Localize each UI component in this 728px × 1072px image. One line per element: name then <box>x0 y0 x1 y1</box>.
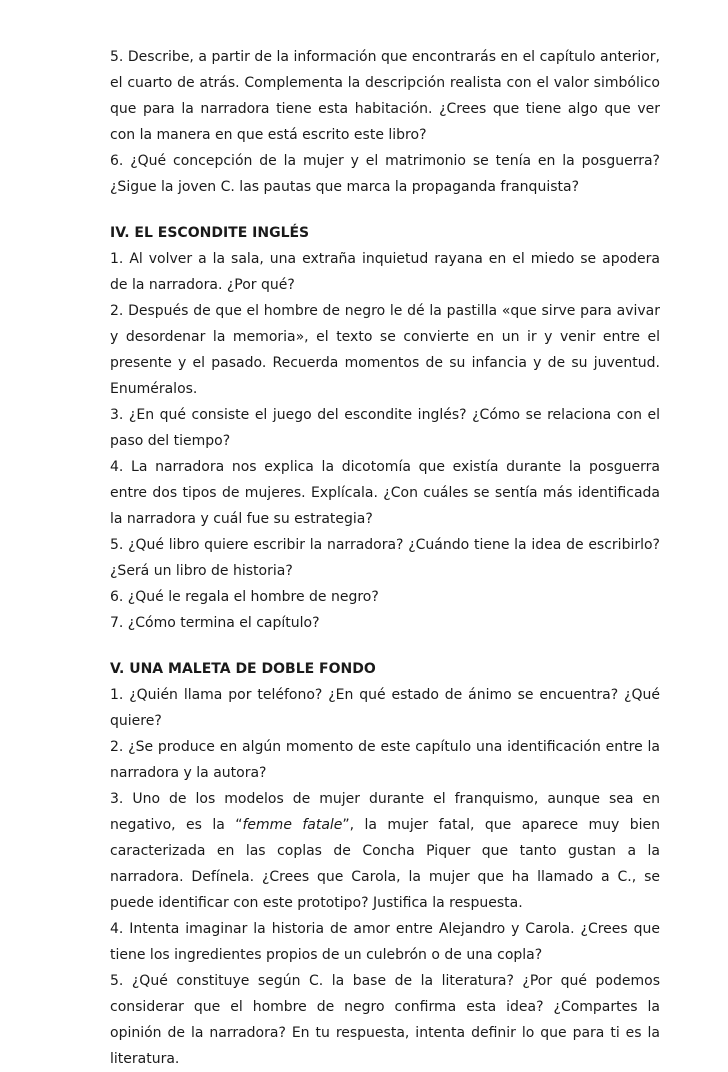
question-text: ”, la mujer fatal, que aparece muy bien caracterizada en las coplas de Concha Piquer que tanto gustan a la narradora. Defínela. ¿Crees que Carola, la mujer que ha llamado a C., se puede identificar con este prototipo? Justifica la respuesta. <box>110 817 660 911</box>
question-paragraph: 5. ¿Qué libro quiere escribir la narradora? ¿Cuándo tiene la idea de escribirlo? ¿Será un libro de historia? <box>110 537 660 579</box>
question-paragraph: 2. Después de que el hombre de negro le dé la pastilla «que sirve para avivar y desordenar la memoria», el texto se convierte en un ir y venir entre el presente y el pasado. Recuerda momentos de su infancia y de su juventud. Enuméralos. <box>110 303 660 397</box>
question-paragraph: 4. La narradora nos explica la dicotomía que existía durante la posguerra entre dos tipos de mujeres. Explícala. ¿Con cuáles se sentía más identificada la narradora y cuál fue su estrategia? <box>110 459 660 527</box>
question-paragraph: 2. ¿Se produce en algún momento de este capítulo una identificación entre la narradora y la autora? <box>110 739 660 781</box>
question-paragraph: 6. ¿Qué le regala el hombre de negro? <box>110 589 379 605</box>
emphasized-term: femme fatale <box>242 817 343 833</box>
question-text: 3. Uno de los modelos de mujer durante el franquismo, aunque sea en negativo, es la “ <box>110 791 660 833</box>
question-paragraph: 7. ¿Cómo termina el capítulo? <box>110 615 320 631</box>
question-paragraph <box>110 786 660 916</box>
question-paragraph: 4. Intenta imaginar la historia de amor entre Alejandro y Carola. ¿Crees que tiene los ingredientes propios de un culebrón o de una copla? <box>110 921 660 963</box>
question-paragraph: 5. ¿Qué constituye según C. la base de la literatura? ¿Por qué podemos considerar que el hombre de negro confirma esta idea? ¿Compartes la opinión de la narradora? En tu respuesta, intenta definir lo que para ti es la literatura. <box>110 973 660 1067</box>
section-heading: IV. EL ESCONDITE INGLÉS <box>110 225 310 241</box>
question-paragraph: 1. Al volver a la sala, una extraña inquietud rayana en el miedo se apodera de la narradora. ¿Por qué? <box>110 251 660 293</box>
question-paragraph: 3. ¿En qué consiste el juego del escondite inglés? ¿Cómo se relaciona con el paso del tiempo? <box>110 407 660 449</box>
section-spacer <box>110 200 660 220</box>
question-paragraph: 1. ¿Quién llama por teléfono? ¿En qué estado de ánimo se encuentra? ¿Qué quiere? <box>110 687 660 729</box>
section-heading: V. UNA MALETA DE DOBLE FONDO <box>110 661 376 677</box>
section-spacer <box>110 636 660 656</box>
question-paragraph: 5. Describe, a partir de la información que encontrarás en el capítulo anterior, el cuarto de atrás. Complementa la descripción realista con el valor simbólico que para la narradora tiene esta habitación. ¿Crees que tiene algo que ver con la manera en que está escrito este libro? <box>110 49 660 143</box>
question-paragraph: 6. ¿Qué concepción de la mujer y el matrimonio se tenía en la posguerra? ¿Sigue la joven C. las pautas que marca la propaganda franquista? <box>110 153 660 195</box>
